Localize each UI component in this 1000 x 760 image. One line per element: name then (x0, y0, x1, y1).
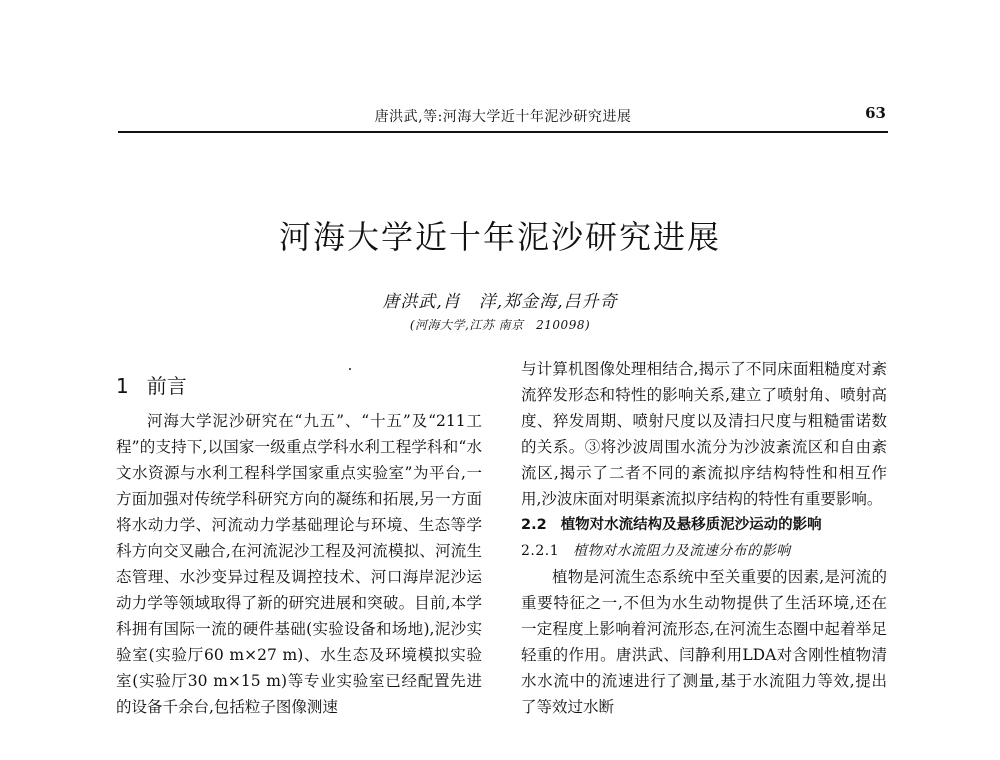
continued-paragraph: 与计算机图像处理相结合,揭示了不同床面粗糙度对紊流猝发形态和特性的影响关系,建立了喷射角、喷射高度、猝发周期、喷射尺度以及清扫尺度与粗糙雷诺数的关系。③将沙波周围水流分为沙波紊流区和自由紊流区,揭示了二者不同的紊流拟序结构特性和相互作用,沙波床面对明渠紊流拟序结构的特性有重要影响。 (521, 360, 887, 508)
article-authors: 唐洪武,肖 洋,郑金海,吕升奇 (382, 292, 618, 312)
section-2-2-1-title: 植物对水流阻力及流速分布的影响 (573, 543, 791, 559)
left-column (116, 356, 482, 720)
article-affiliation: (河海大学,江苏 南京 210098) (409, 318, 591, 332)
running-header (118, 104, 888, 130)
section-1-number: 1 (116, 374, 129, 398)
article-title: 河海大学近十年泥沙研究进展 (278, 218, 721, 256)
section-2-2-number: 2.2 (521, 517, 547, 533)
section-1-heading (116, 372, 482, 400)
right-column (521, 356, 887, 720)
section-2-2-1-number: 2.2.1 (521, 543, 560, 559)
section-2-2-1-heading (521, 538, 887, 564)
page-number: 63 (865, 104, 886, 122)
header-rule (118, 131, 888, 133)
section-2-2-title: 植物对水流结构及悬移质泥沙运动的影响 (560, 517, 822, 533)
running-title: 唐洪武,等:河海大学近十年泥沙研究进展 (374, 109, 632, 125)
section-2-2-1-paragraph: 植物是河流生态系统中至关重要的因素,是河流的重要特征之一,不但为水生动物提供了生活环境,还在一定程度上影响着河流形态,在河流生态圈中起着举足轻重的作用。唐洪武、闫静利用LDA对含刚性植物清水水流中的流速进行了测量,基于水流阻力等效,提出了等效过水断 (521, 568, 887, 716)
section-1-paragraph: 河海大学泥沙研究在“九五”、“十五”及“211工程”的支持下,以国家一级重点学科水利工程学科和“水文水资源与水利工程科学国家重点实验室”为平台,一方面加强对传统学科研究方向的凝练和拓展,另一方面将水动力学、河流动力学基础理论与环境、生态等学科方向交叉融合,在河流泥沙工程及河流模拟、河流生态管理、水沙变异过程及调控技术、河口海岸泥沙运动力学等领域取得了新的研究进展和突破。目前,本学科拥有国际一流的硬件基础(实验设备和场地),泥沙实验室(实验厅60 m×27 m)、水生态及环境模拟实验室(实验厅30 m×15 m)等专业实验室已经配置先进的设备千余台,包括粒子图像测速 (116, 412, 482, 716)
section-2-2-heading (521, 512, 887, 538)
section-1-title: 前言 (146, 374, 187, 398)
